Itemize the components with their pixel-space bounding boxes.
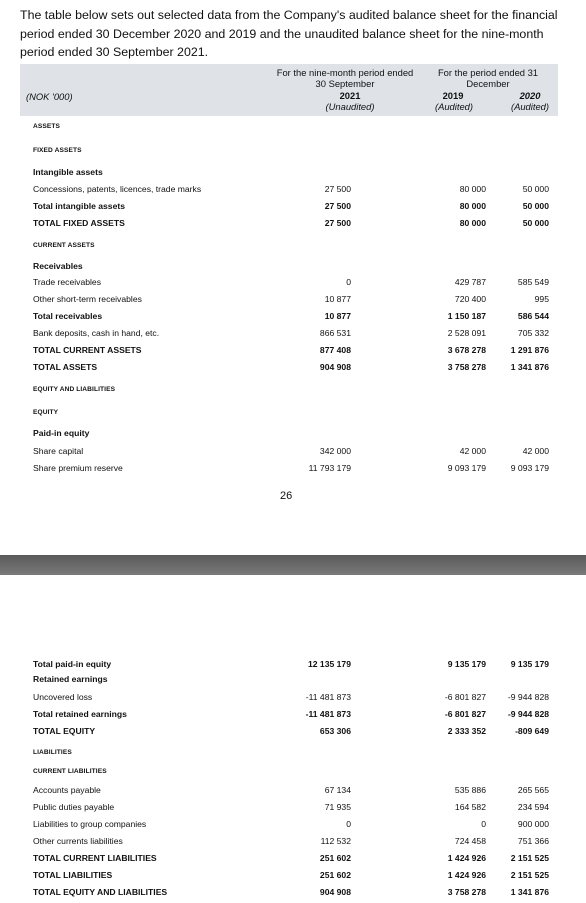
row-value-col2: 9 135 179	[447, 659, 486, 669]
row-value-col2: 0	[481, 819, 486, 829]
table-row	[0, 199, 586, 213]
row-value-col2: 1 150 187	[447, 311, 486, 321]
row-label: TOTAL CURRENT ASSETS	[33, 345, 142, 355]
table-row	[0, 672, 586, 686]
row-value-col3: 265 565	[517, 785, 549, 795]
table-row	[0, 783, 586, 797]
row-value-col1: 866 531	[319, 328, 351, 338]
header-col1-status: (Unaudited)	[325, 101, 375, 112]
row-value-col1: -11 481 873	[305, 692, 351, 702]
row-value-col1: 12 135 179	[307, 659, 351, 669]
row-value-col2: -6 801 827	[444, 709, 486, 719]
row-label: EQUITY AND LIABILITIES	[33, 386, 116, 393]
row-value-col3: 50 000	[522, 184, 549, 194]
row-label: Other short-term receivables	[33, 294, 142, 304]
row-value-col1: 10 877	[324, 311, 351, 321]
row-value-col2: 535 886	[454, 785, 486, 795]
row-label: Total receivables	[33, 311, 103, 321]
row-label: TOTAL CURRENT LIABILITIES	[33, 853, 157, 863]
row-value-col2: 1 424 926	[447, 870, 486, 880]
row-label: TOTAL ASSETS	[33, 362, 98, 372]
row-label: Intangible assets	[33, 167, 103, 177]
row-label: Public duties payable	[33, 802, 115, 812]
page-number: 26	[280, 490, 293, 502]
row-value-col1: 67 134	[324, 785, 351, 795]
header-group1-line2: 30 September	[315, 78, 375, 89]
row-label: ASSETS	[33, 123, 60, 130]
row-value-col1: 904 908	[319, 362, 351, 372]
row-value-col2: 2 333 352	[447, 726, 486, 736]
table-row	[0, 165, 586, 179]
row-value-col3: 1 291 876	[510, 345, 549, 355]
row-value-col3: 234 594	[517, 802, 549, 812]
row-value-col1: 112 532	[320, 836, 351, 846]
header-col3-status: (Audited)	[510, 101, 550, 112]
header-group1-line1: For the nine-month period ended	[276, 67, 414, 78]
row-value-col3: 42 000	[522, 446, 549, 456]
row-label: Share premium reserve	[33, 463, 123, 473]
row-value-col1: 251 602	[319, 853, 351, 863]
table-row	[0, 292, 586, 306]
row-value-col1: 10 877	[324, 294, 351, 304]
row-value-col2: 1 424 926	[447, 853, 486, 863]
row-value-col1: 251 602	[319, 870, 351, 880]
row-value-col1: 11 793 179	[308, 463, 351, 473]
row-value-col2: 3 678 278	[447, 345, 486, 355]
row-label: TOTAL EQUITY	[33, 726, 96, 736]
row-label: FIXED ASSETS	[33, 147, 82, 154]
row-label: Total retained earnings	[33, 709, 127, 719]
row-value-col1: 0	[346, 819, 351, 829]
table-row	[0, 746, 586, 760]
document-page-2	[0, 575, 586, 903]
row-value-col2: -6 801 827	[444, 692, 486, 702]
table-row	[0, 239, 586, 253]
row-value-col3: 751 366	[517, 836, 549, 846]
table-row	[0, 444, 586, 458]
table-row	[0, 690, 586, 704]
table-row	[0, 275, 586, 289]
row-label: Total intangible assets	[33, 201, 126, 211]
row-value-col3: 705 332	[517, 328, 549, 338]
table-row	[0, 343, 586, 357]
table-row	[0, 885, 586, 899]
table-row	[0, 144, 586, 158]
row-value-col3: 1 341 876	[510, 887, 549, 897]
row-value-col1: 27 500	[324, 218, 351, 228]
row-label: Accounts payable	[33, 785, 101, 795]
row-label: Receivables	[33, 261, 83, 271]
table-row	[0, 326, 586, 340]
intro-paragraph: The table below sets out selected data from the Company's audited balance sheet for the financial period ended 30 December 2020 and 2019 and the unaudited balance sheet for the nine-month period ended 30 September 2021.	[20, 8, 558, 59]
row-label: CURRENT LIABILITIES	[33, 768, 107, 775]
row-value-col1: 342 000	[319, 446, 351, 456]
row-value-col2: 3 758 278	[447, 887, 486, 897]
row-value-col1: 71 935	[324, 802, 351, 812]
page-separator	[0, 555, 586, 575]
row-label: TOTAL LIABILITIES	[33, 870, 113, 880]
row-value-col3: -9 944 828	[507, 692, 549, 702]
row-value-col2: 80 000	[459, 201, 486, 211]
table-row	[0, 406, 586, 420]
table-row	[0, 657, 586, 671]
row-label: Bank deposits, cash in hand, etc.	[33, 328, 160, 338]
row-label: Trade receivables	[33, 277, 101, 287]
row-value-col3: 9 093 179	[510, 463, 549, 473]
row-value-col1: 27 500	[324, 184, 351, 194]
header-col2-status: (Audited)	[434, 101, 474, 112]
table-row	[0, 765, 586, 779]
row-value-col1: -11 481 873	[305, 709, 351, 719]
row-label: Share capital	[33, 446, 84, 456]
row-label: Concessions, patents, licences, trade marks	[33, 184, 202, 194]
table-row	[0, 120, 586, 134]
row-value-col3: 585 549	[517, 277, 549, 287]
row-label: EQUITY	[33, 409, 59, 416]
row-value-col2: 429 787	[454, 277, 486, 287]
row-value-col3: 900 000	[517, 819, 549, 829]
table-row	[0, 216, 586, 230]
row-value-col2: 720 400	[454, 294, 486, 304]
table-row	[0, 182, 586, 196]
row-value-col3: 2 151 525	[510, 853, 549, 863]
row-value-col2: 2 528 091	[447, 328, 486, 338]
row-value-col2: 164 582	[454, 802, 486, 812]
row-value-col3: -809 649	[515, 726, 549, 736]
row-value-col3: -9 944 828	[507, 709, 549, 719]
table-row	[0, 851, 586, 865]
row-value-col3: 50 000	[522, 201, 549, 211]
table-row	[0, 426, 586, 440]
row-value-col2: 9 093 179	[447, 463, 486, 473]
row-value-col3: 9 135 179	[510, 659, 549, 669]
table-row	[0, 360, 586, 374]
row-label: Retained earnings	[33, 674, 108, 684]
row-value-col3: 50 000	[522, 218, 549, 228]
row-label: Paid-in equity	[33, 428, 90, 438]
row-value-col2: 3 758 278	[447, 362, 486, 372]
row-value-col2: 80 000	[459, 218, 486, 228]
row-value-col2: 80 000	[459, 184, 486, 194]
row-value-col3: 1 341 876	[510, 362, 549, 372]
header-group2-line2: December	[466, 78, 510, 89]
header-unit: (NOK '000)	[26, 91, 73, 102]
table-row	[0, 707, 586, 721]
row-value-col1: 904 908	[319, 887, 351, 897]
table-row	[0, 800, 586, 814]
table-row	[0, 259, 586, 273]
table-row	[0, 309, 586, 323]
header-col2-year: 2019	[442, 90, 464, 101]
row-label: CURRENT ASSETS	[33, 242, 95, 249]
row-value-col1: 653 306	[319, 726, 351, 736]
row-label: TOTAL FIXED ASSETS	[33, 218, 125, 228]
row-value-col3: 2 151 525	[510, 870, 549, 880]
row-value-col2: 724 458	[454, 836, 486, 846]
row-label: Other currents liabilities	[33, 836, 123, 846]
table-row	[0, 868, 586, 882]
table-row	[0, 834, 586, 848]
row-label: Uncovered loss	[33, 692, 93, 702]
header-col3-year: 2020	[519, 90, 541, 101]
row-value-col3: 995	[534, 294, 549, 304]
table-row	[0, 383, 586, 397]
header-col1-year: 2021	[339, 90, 361, 101]
table-row	[0, 724, 586, 738]
row-value-col1: 27 500	[324, 201, 351, 211]
row-label: Liabilities to group companies	[33, 819, 147, 829]
row-value-col1: 0	[346, 277, 351, 287]
row-value-col1: 877 408	[319, 345, 351, 355]
header-group2-line1: For the period ended 31	[437, 67, 539, 78]
row-value-col2: 42 000	[459, 446, 486, 456]
row-label: TOTAL EQUITY AND LIABILITIES	[33, 887, 168, 897]
row-label: LIABILITIES	[33, 749, 72, 756]
row-value-col3: 586 544	[517, 311, 549, 321]
row-label: Total paid-in equity	[33, 659, 112, 669]
table-row	[0, 817, 586, 831]
table-row	[0, 461, 586, 475]
